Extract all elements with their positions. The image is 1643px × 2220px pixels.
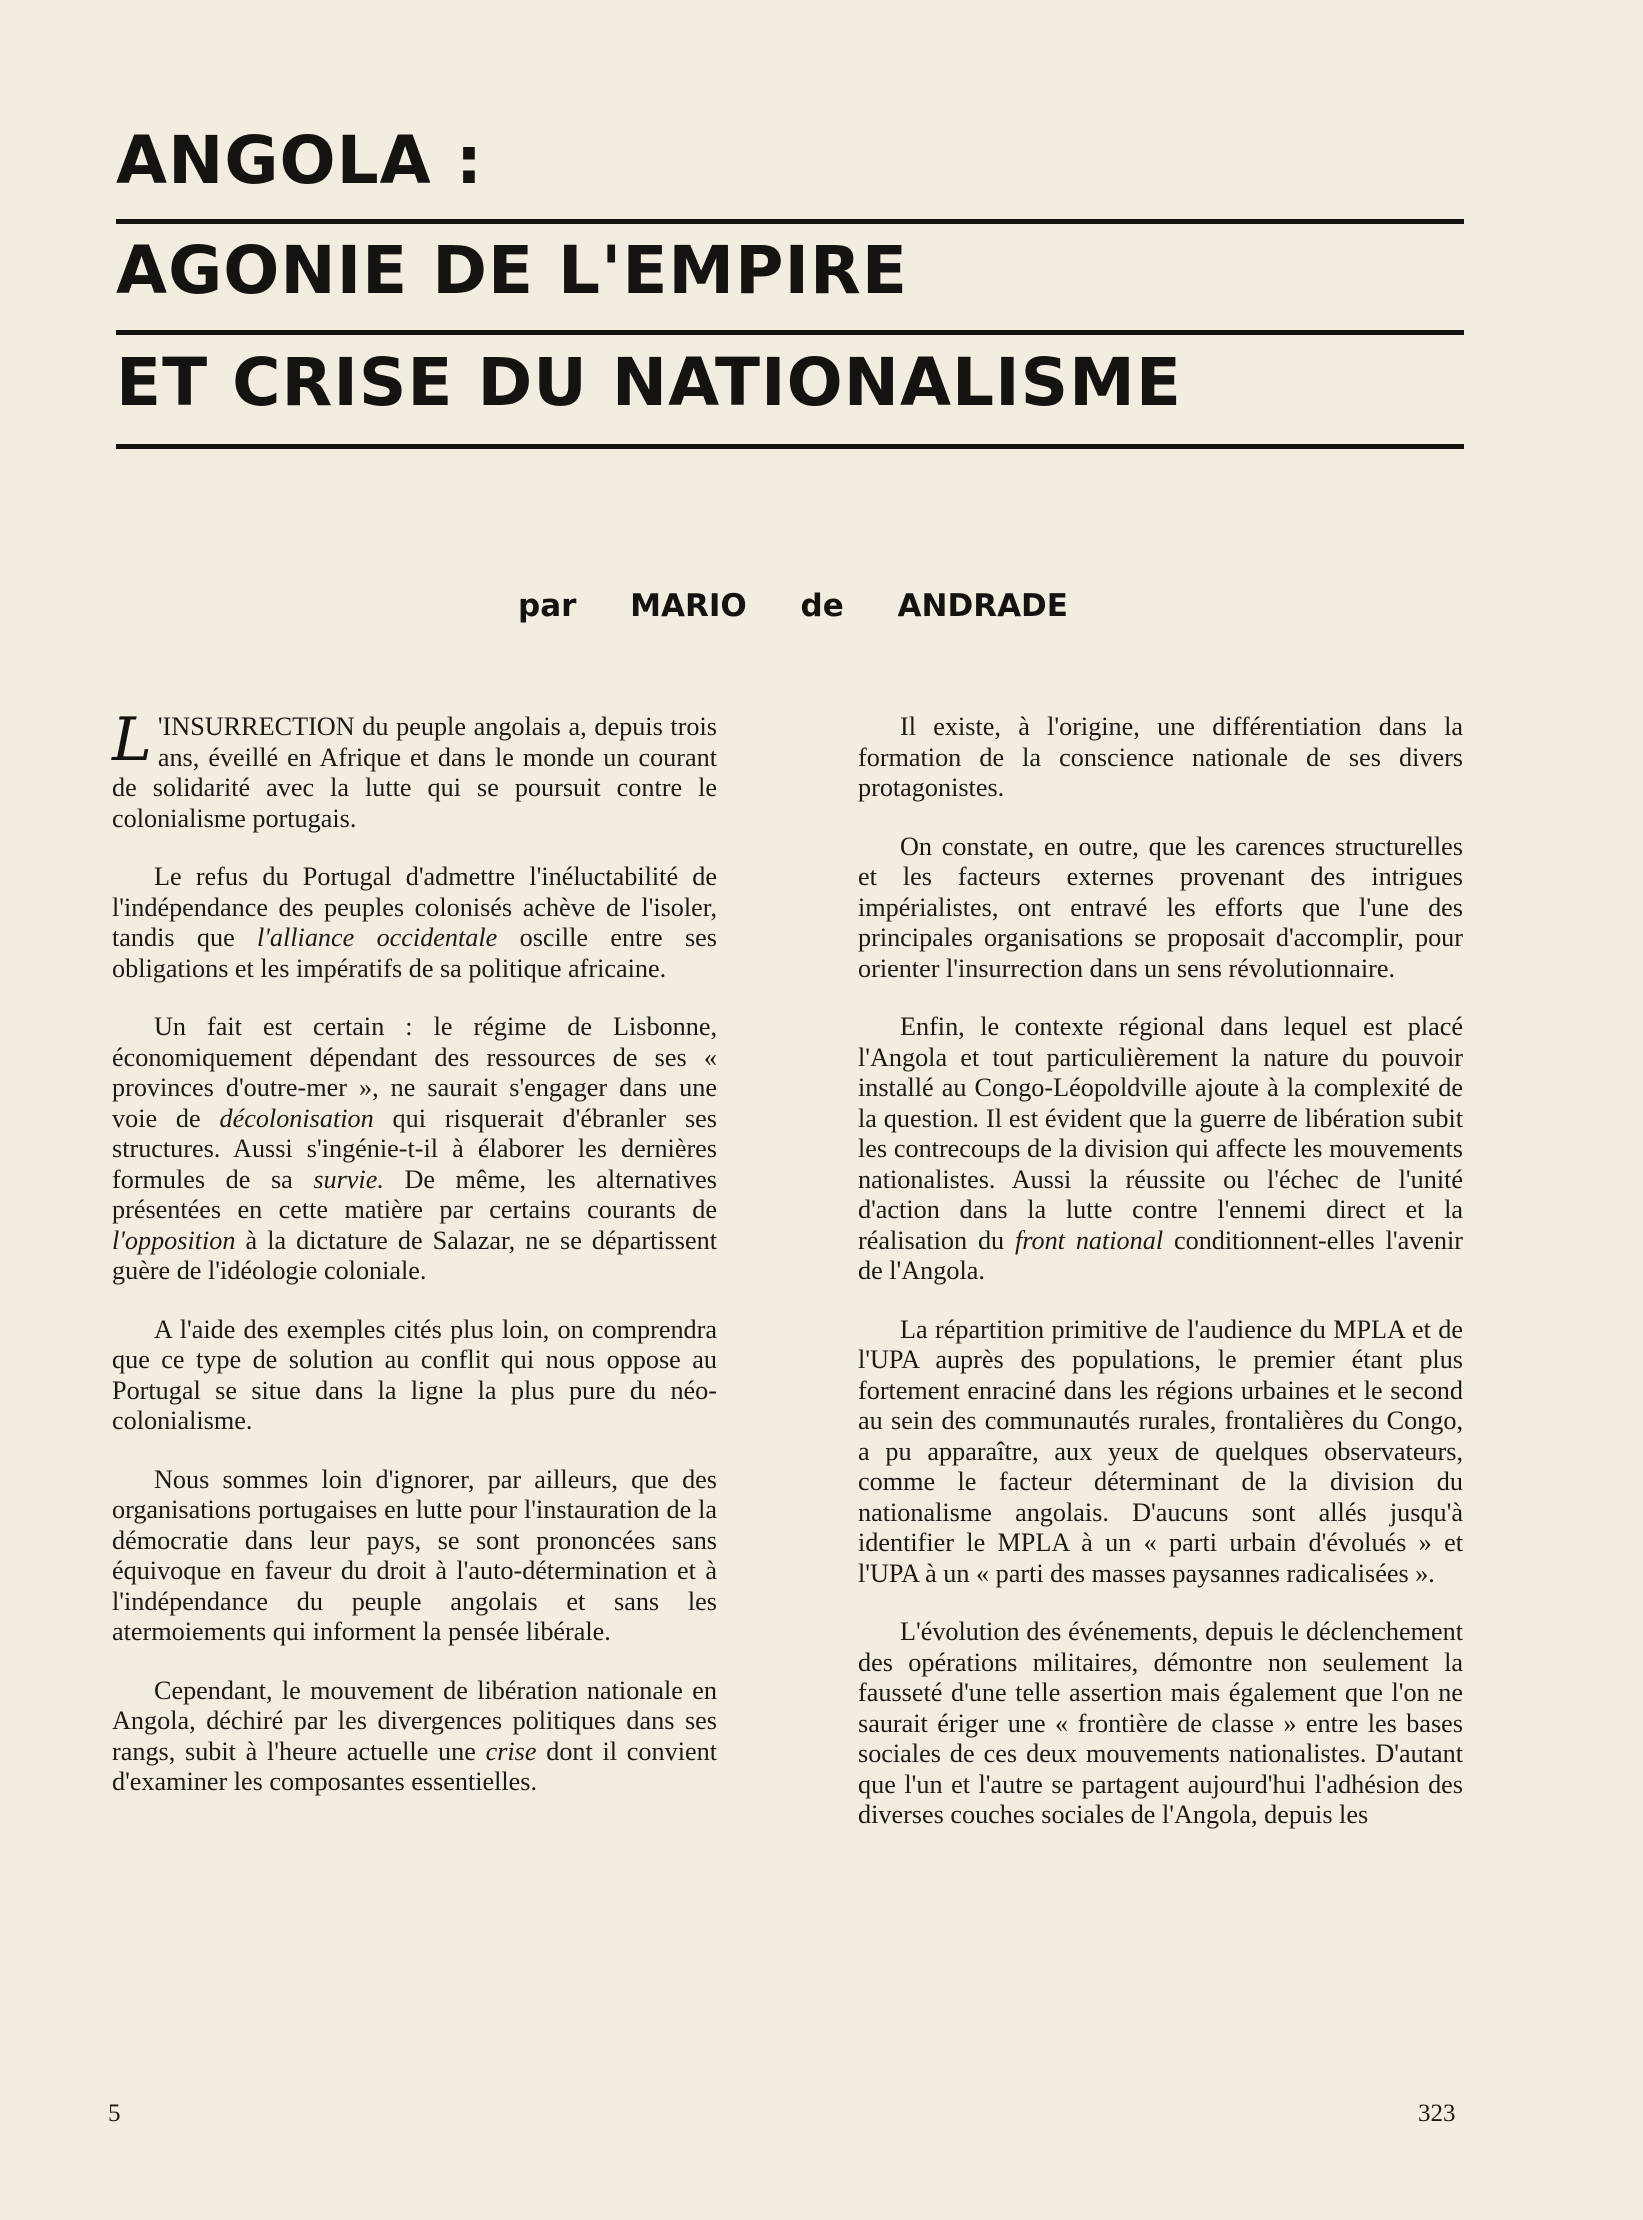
title-rule-3 <box>116 444 1464 449</box>
byline-particle: de <box>800 588 844 624</box>
paragraph: Nous sommes loin d'ignorer, par ailleurs, que des organisations portugaises en lutte pour l'instauration de la démocratie dans leur pays, se sont prononcées sans équivoque en faveur du droit à l'auto-détermination et à l'indépendance du peuple angolais et sans les atermoiements qui informent la pensée libérale. <box>112 1464 717 1646</box>
title-rule-2 <box>116 330 1464 335</box>
drop-cap: L <box>112 705 152 775</box>
paragraph: Le refus du Portugal d'admettre l'inéluctabilité de l'indépendance des peuples colonisés achève de l'isoler, tandis que l'alliance occidentale oscille entre ses obligations et les impératifs de sa politique africaine. <box>112 862 717 983</box>
lead-in: 'INSURRECTION <box>157 712 355 741</box>
paragraph: Cependant, le mouvement de libération nationale en Angola, déchiré par les divergences politiques dans ses rangs, subit à l'heure actuelle une crise dont il convient d'examiner les composantes essentielles. <box>112 1675 717 1796</box>
title-line-2: AGONIE DE L'EMPIRE <box>116 232 908 309</box>
paragraph: L 'INSURRECTION du peuple angolais a, depuis trois ans, éveillé en Afrique et dans le monde un courant de solidarité avec la lutte qui se poursuit contre le colonialisme portugais. <box>112 705 717 833</box>
byline-first-name: MARIO <box>630 588 747 624</box>
title-line-3: ET CRISE DU NATIONALISME <box>116 344 1182 421</box>
right-column <box>858 712 1463 1859</box>
paragraph: Un fait est certain : le régime de Lisbonne, économiquement dépendant des ressources de ses « provinces d'outre-mer », ne saurait s'engager dans une voie de décolonisation qui risquerait d'ébranler ses structures. Aussi s'ingénie-t-il à élaborer les dernières formules de sa survie. De même, les alternatives présentées en cette matière par certains courants de l'opposition à la dictature de Salazar, ne se départissent guère de l'idéologie coloniale. <box>112 1012 717 1285</box>
byline-last-name: ANDRADE <box>897 588 1068 624</box>
paragraph: Il existe, à l'origine, une différentiation dans la formation de la conscience nationale de ses divers protagonistes. <box>858 712 1463 802</box>
folio-left: 5 <box>108 2100 121 2127</box>
left-column <box>112 705 717 1826</box>
title-rule-1 <box>116 219 1464 224</box>
paragraph: A l'aide des exemples cités plus loin, on comprendra que ce type de solution au conflit qui nous oppose au Portugal se situe dans la ligne la plus pure du néo-colonialisme. <box>112 1314 717 1435</box>
byline-prefix: par <box>518 588 577 624</box>
byline <box>518 588 1068 624</box>
paragraph: On constate, en outre, que les carences structurelles et les facteurs externes provenant des intrigues impérialistes, ont entravé les efforts que l'une des principales organisations se proposait d'accomplir, pour orienter l'insurrection dans un sens révolutionnaire. <box>858 831 1463 983</box>
paragraph: L'évolution des événements, depuis le déclenchement des opérations militaires, démontre non seulement la fausseté d'une telle assertion mais également que l'on ne saurait ériger une « frontière de classe » entre les bases sociales de ces deux mouvements nationalistes. D'autant que l'un et l'autre se partagent aujourd'hui l'adhésion des diverses couches sociales de l'Angola, depuis les <box>858 1617 1463 1829</box>
paragraph: La répartition primitive de l'audience du MPLA et de l'UPA auprès des populations, le premier étant plus fortement enraciné dans les régions urbaines et le second au sein des communautés rurales, frontalières du Congo, a pu apparaître, aux yeux de quelques observateurs, comme le facteur déterminant de la division du nationalisme angolais. D'aucuns sont allés jusqu'à identifier le MPLA à un « parti urbain d'évolués » et l'UPA à un « parti des masses paysannes radicalisées ». <box>858 1314 1463 1588</box>
page-number: 323 <box>1418 2100 1456 2127</box>
paragraph: Enfin, le contexte régional dans lequel est placé l'Angola et tout particulièrement la nature du pouvoir installé au Congo-Léopoldville ajoute à la complexité de la question. Il est évident que la guerre de libération subit les contrecoups de la division qui affecte les mouvements nationalistes. Aussi la réussite ou l'échec de l'unité d'action dans la lutte contre l'ennemi direct et la réalisation du front national conditionnent-elles l'avenir de l'Angola. <box>858 1012 1463 1285</box>
title-line-1: ANGOLA : <box>116 122 484 199</box>
